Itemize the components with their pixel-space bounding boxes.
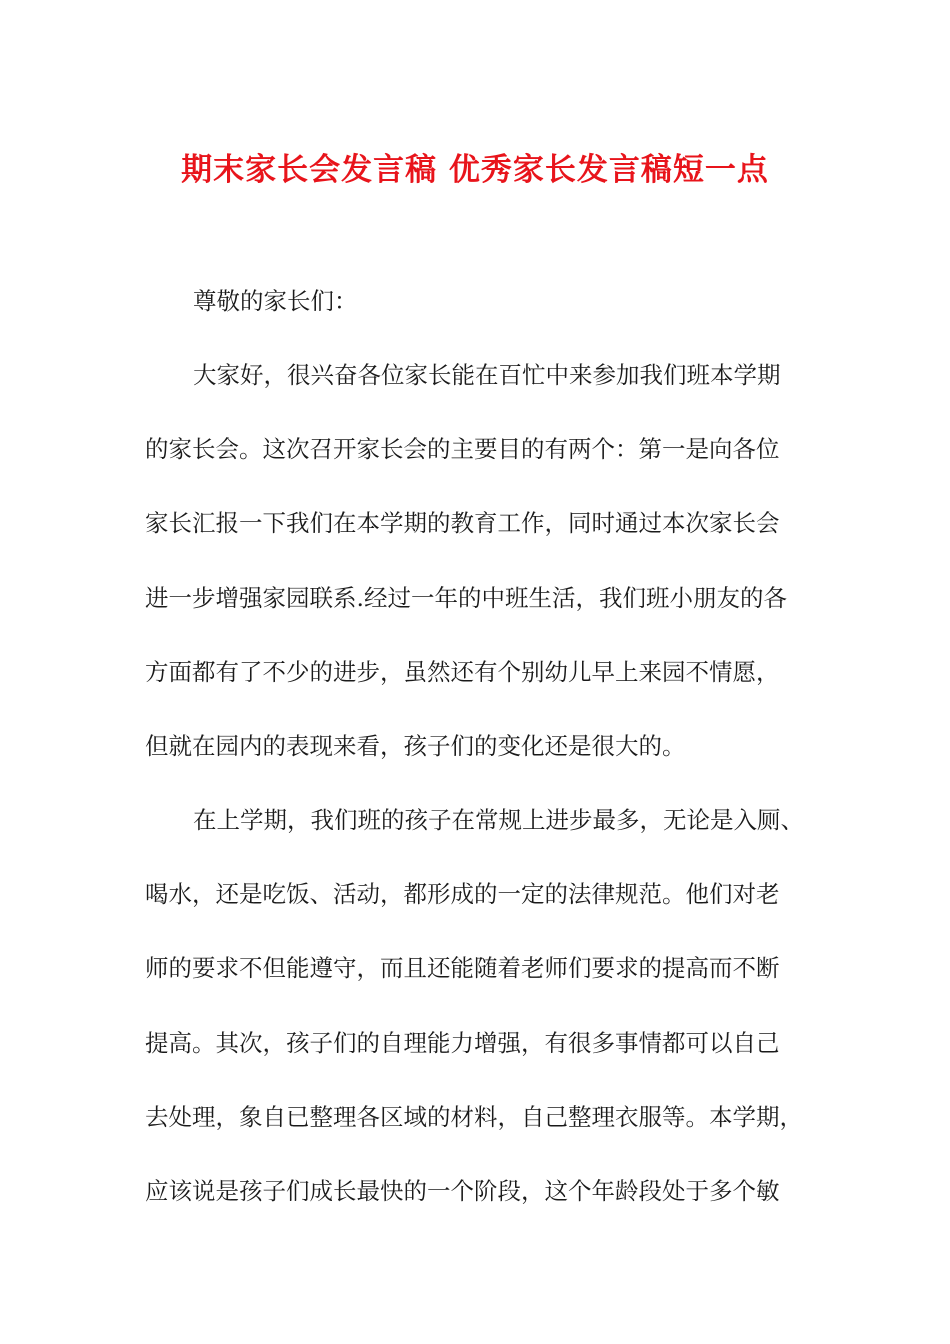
salutation: 尊敬的家长们： xyxy=(193,287,358,315)
paragraph-line: 进一步增强家园联系.经过一年的中班生活，我们班小朋友的各 xyxy=(145,584,787,612)
paragraph-line: 提高。其次，孩子们的自理能力增强，有很多事情都可以自己 xyxy=(145,1029,780,1057)
paragraph-line: 应该说是孩子们成长最快的一个阶段，这个年龄段处于多个敏 xyxy=(145,1177,780,1205)
paragraph-line: 在上学期，我们班的孩子在常规上进步最多，无论是入厕、 xyxy=(193,806,804,834)
paragraph-line: 但就在园内的表现来看，孩子们的变化还是很大的。 xyxy=(145,732,686,760)
paragraph-line: 喝水，还是吃饭、活动，都形成的一定的法律规范。他们对老 xyxy=(145,880,780,908)
paragraph-line: 去处理，象自已整理各区域的材料，自己整理衣服等。本学期， xyxy=(145,1103,803,1131)
paragraph-line: 家长汇报一下我们在本学期的教育工作，同时通过本次家长会 xyxy=(145,509,780,537)
paragraph-line: 师的要求不但能遵守，而且还能随着老师们要求的提高而不断 xyxy=(145,954,780,982)
document-title: 期末家长会发言稿 优秀家长发言稿短一点 xyxy=(181,152,769,188)
paragraph-line: 大家好，很兴奋各位家长能在百忙中来参加我们班本学期 xyxy=(193,361,781,389)
paragraph-line: 的家长会。这次召开家长会的主要目的有两个：第一是向各位 xyxy=(145,435,780,463)
paragraph-line: 方面都有了不少的进步，虽然还有个别幼儿早上来园不情愿， xyxy=(145,658,780,686)
